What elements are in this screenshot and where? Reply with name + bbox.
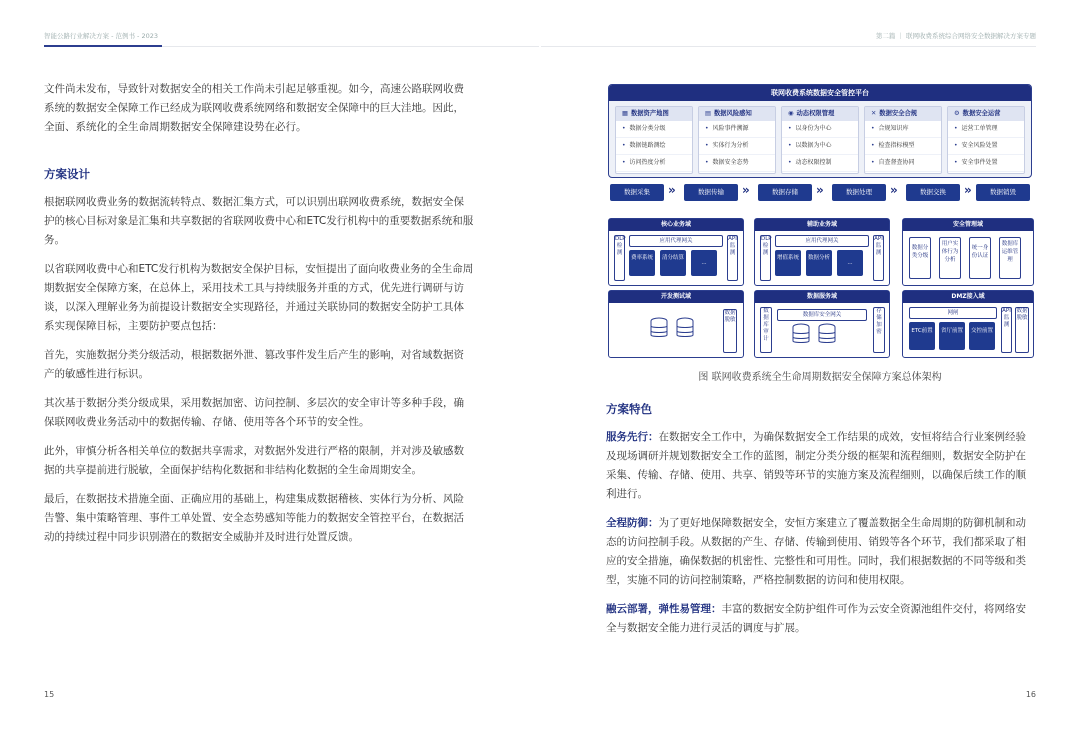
section-heading-features: 方案特色 [606,402,652,416]
capability-card [947,106,1025,174]
capability-item: • 安全事件处置 [948,155,1024,172]
paragraph: 以省联网收费中心和ETC发行机构为数据安全保护目标，安恒提出了面向收费业务的全生命周期数据安全保障方案，在总体上，采用技术工具与持续服务并重的方式，优先进行调研与访谈，以深入理解业务为前提设计数据安全实现路径，并通过关联协同的数据安全防护工具体系实现保障目标，主要防护要点包括： [44,263,474,332]
capability-item: • 自查督查协同 [865,155,941,172]
database-icon [817,323,837,345]
paragraph: 其次基于数据分类分级成果，采用数据加密、访问控制、多层次的安全审计等多种手段，确保联网收费业务活动中的数据传输、存储、使用等各个环节的安全性。 [44,397,464,428]
header-accent-bar [44,45,162,47]
page-number-left: 15 [44,690,55,699]
zone-title: 开发测试域 [609,291,743,303]
zone-title: DMZ接入域 [903,291,1033,303]
api-box: API监测 [1001,307,1012,353]
zone-title: 数据服务域 [755,291,889,303]
db-security-gateway: 数据库安全网关 [777,309,867,321]
capability-item: • 访问热度分析 [616,155,692,172]
capability-item: • 数据分类分级 [616,121,692,138]
paragraph: 最后，在数据技术措施全面、正确应用的基础上，构建集成数据稽核、实体行为分析、风险告警、集中策略管理、事件工单处置、安全态势感知等能力的数据安全管控平台，在数据活动的持续过程中同步识别潜在的数据安全威胁并及时进行处置反馈。 [44,493,464,543]
zone-title: 安全管理域 [903,219,1033,231]
front-end-box: 交控前置 [969,322,995,350]
compliance-icon: ✕ [871,110,877,117]
zone-aux [754,218,890,286]
left-column [44,80,474,547]
right-column [606,400,1034,638]
flow-step: 数据存储 [758,184,812,201]
flow-step: 数据处理 [832,184,886,201]
feature-text: 在数据安全工作中，为确保数据安全工作结果的成效，安恒将结合行业案例经验及现场调研并规划数据安全工作的蓝图，制定分类分级的框架和流程细则，数据安全防护在采集、传输、存储、使用、共享、销毁等环节的实施方案及流程细则，以确保后续工作的顺利进行。 [606,431,1026,500]
flow-step: 数据交换 [906,184,960,201]
zone-title: 核心业务域 [609,219,743,231]
zone-security [902,218,1034,286]
capability-item: • 以身份为中心 [782,121,858,138]
page-number-right: 16 [1025,690,1036,699]
front-end-box: ETC前置 [909,322,935,350]
system-box: 清分结算 [660,250,686,276]
api-box: API监测 [727,235,738,281]
system-box: 数据分析 [806,250,832,276]
running-header-left: 智能公路行业解决方案 - 范例书 - 2023 [44,32,158,40]
feature-text: 为了更好地保障数据安全，安恒方案建立了覆盖数据全生命周期的防御机制和动态的访问控制手段。从数据的产生、存储、传输到使用、销毁等各个环节，我们都采取了相应的安全措施，确保数据的机密性、完整性和可用性。同时，我们根据数据的不同等级和类型，实施不同的访问控制策略，严格控制数据的访问和使用权限。 [606,517,1026,586]
capability-card [698,106,776,174]
platform-panel [608,84,1032,178]
operations-icon: ⚙ [954,110,960,117]
proxy-gateway: 应用代理网关 [629,235,723,247]
capability-item: • 以数据为中心 [782,138,858,155]
zone-service [754,290,890,358]
gatekeeper-box: 网闸 [909,307,997,319]
capability-item: • 运营工单管理 [948,121,1024,138]
security-tool: 统一身份认证 [969,237,991,279]
section-heading-design: 方案设计 [44,167,90,181]
capability-title: 数据安全运营 [962,110,1001,117]
running-header-right: 第二篇 ｜ 联网收费系统综合网络安全数据解决方案专题 [875,32,1036,40]
desensitization-box: 数据脱敏 [723,309,737,353]
database-icon [649,317,669,339]
front-end-box: 省厅前置 [939,322,965,350]
zone-test [608,290,744,358]
header-divider-right [541,46,1036,47]
feature-title: 服务先行： [606,431,659,443]
architecture-diagram [608,84,1032,356]
zone-title: 辅助业务域 [755,219,889,231]
capability-item: • 实体行为分析 [699,138,775,155]
zone-core [608,218,744,286]
capability-title: 动态权限管理 [796,110,835,117]
chevron-right-icon: » [742,183,750,197]
capability-item: • 检查指标模型 [865,138,941,155]
storage-encryption-box: 存储加密 [873,307,885,353]
permission-icon: ◉ [788,110,794,117]
security-tool: 数据库运维管理 [999,237,1021,279]
paragraph: 文件尚未发布，导致针对数据安全的相关工作尚未引起足够重视。如今，高速公路联网收费系统的数据安全保障工作已经成为联网收费系统网络和数据安全保障中的巨大洼地。因此，全面、系统化的全生命周期数据安全保障建设势在必行。 [44,83,464,133]
paragraph: 根据联网收费业务的数据流转特点、数据汇集方式，可以识别出联网收费系统，数据安全保护的核心目标对象是汇集和共享数据的省联网收费中心和ETC发行机构中的重要数据系统和服务。 [44,196,474,246]
zone-dmz [902,290,1034,358]
feature-title: 融云部署，弹性易管理： [606,603,722,615]
asset-map-icon: ▦ [622,110,628,117]
system-box: ... [837,250,863,276]
feature-paragraph [606,514,1034,590]
paragraph: 此外，审慎分析各相关单位的数据共享需求，对数据外发进行严格的限制，并对涉及敏感数据的共享提前进行脱敏，全面保护结构化数据和非结构化数据的全生命周期安全。 [44,445,464,476]
chevron-right-icon: » [890,183,898,197]
figure-caption: 图 联网收费系统全生命周期数据安全保障方案总体架构 [698,372,942,383]
dlp-box: DLP检测 [614,235,625,281]
capability-card [781,106,859,174]
capability-item: • 数据链路测绘 [616,138,692,155]
chevron-right-icon: » [964,183,972,197]
api-box: API监测 [873,235,884,281]
capability-title: 数据资产地图 [630,110,669,117]
capability-title: 数据风险感知 [713,110,752,117]
capability-item: • 安全风险处置 [948,138,1024,155]
dlp-box: DLP检测 [760,235,771,281]
capability-item: • 动态权限控制 [782,155,858,172]
chevron-right-icon: » [816,183,824,197]
database-icon [791,323,811,345]
capability-item: • 合规知识库 [865,121,941,138]
capability-card [615,106,693,174]
risk-icon: ▤ [705,110,711,117]
desensitization-box: 数据脱敏 [1015,307,1029,353]
capability-item: • 数据安全态势 [699,155,775,172]
capability-card [864,106,942,174]
proxy-gateway: 应用代理网关 [775,235,869,247]
chevron-right-icon: » [668,183,676,197]
feature-text: 丰富的数据安全防护组件可作为云安全资源池组件交付，将网络安全与数据安全能力进行灵活的调度与扩展。 [606,603,1026,634]
flow-step: 数据销毁 [976,184,1030,201]
flow-step: 数据传输 [684,184,738,201]
capability-item: • 风险事件溯源 [699,121,775,138]
system-box: 费率系统 [629,250,655,276]
db-audit-box: 数据库审计 [760,307,772,353]
feature-title: 全程防御： [606,517,659,529]
feature-paragraph [606,428,1034,504]
platform-title: 联网收费系统数据安全管控平台 [609,85,1031,101]
security-tool: 数据分类分级 [909,237,931,279]
system-box: 增值系统 [775,250,801,276]
security-tool: 用户实体行为分析 [939,237,961,279]
paragraph: 首先，实施数据分类分级活动，根据数据外泄、篡改事件发生后产生的影响，对省域数据资产的敏感性进行标识。 [44,349,464,380]
capability-title: 数据安全合规 [879,110,918,117]
database-icon [675,317,695,339]
system-box: ... [691,250,717,276]
feature-paragraph [606,600,1034,638]
flow-step: 数据采集 [610,184,664,201]
